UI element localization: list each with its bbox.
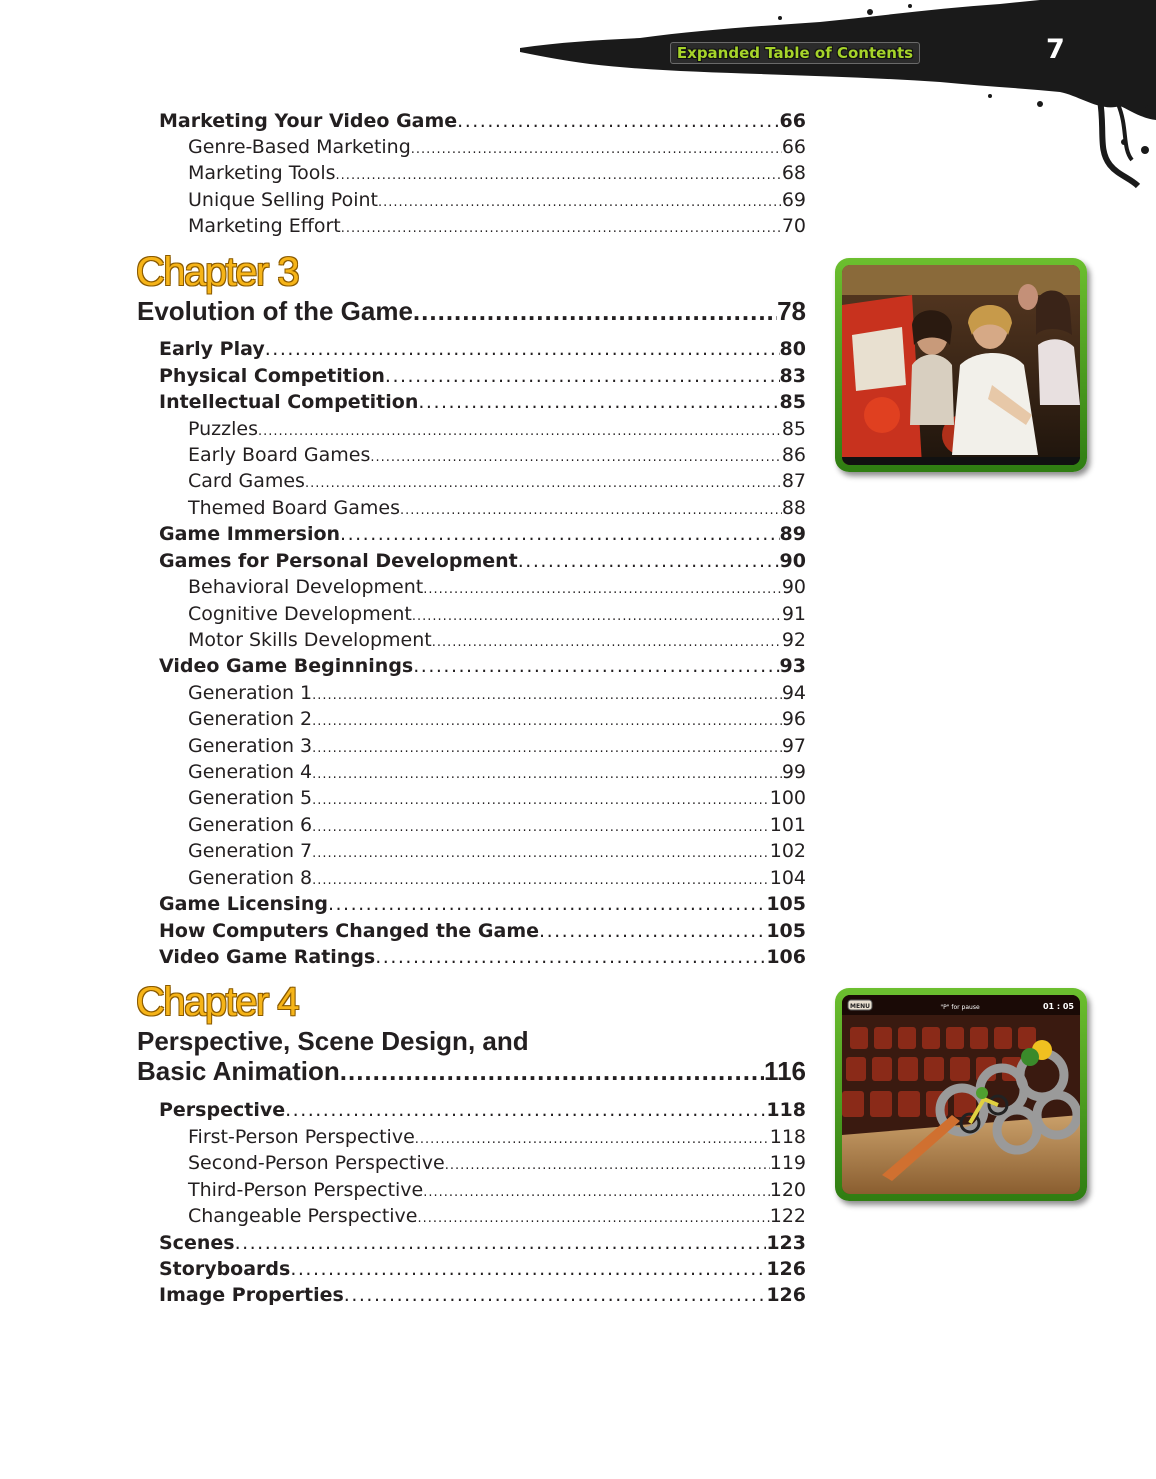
leader-dots <box>445 1158 770 1173</box>
toc-entry-page: 119 <box>769 1152 806 1174</box>
arcade-photo <box>835 258 1087 472</box>
toc-entry-title: Generation 1 <box>188 682 313 704</box>
toc-entry-title: Card Games <box>188 470 305 492</box>
toc-entry-title: Puzzles <box>188 418 258 440</box>
toc-entry-title: Marketing Tools <box>188 162 336 184</box>
chapter-page: 78 <box>777 296 806 326</box>
toc-entry-page: 102 <box>769 840 806 862</box>
bike-game-screenshot <box>842 995 1080 1194</box>
toc-entry-page: 90 <box>781 576 806 598</box>
toc-entry-page: 106 <box>766 946 806 968</box>
toc-entry-title: Intellectual Competition <box>159 391 419 413</box>
toc-entry-title: Games for Personal Development <box>159 550 518 572</box>
toc-entry[interactable] <box>159 1258 806 1280</box>
toc-entry-page: 101 <box>769 814 806 836</box>
toc-entry-title: Changeable Perspective <box>188 1205 418 1227</box>
toc-subentry[interactable] <box>188 1126 806 1148</box>
leader-dots <box>375 946 766 968</box>
toc-entry-page: 118 <box>766 1099 806 1121</box>
toc-entry-page: 100 <box>769 787 806 809</box>
toc-entry-page: 70 <box>781 215 806 237</box>
toc-entry-page: 89 <box>779 523 806 545</box>
toc-entry-title: Cognitive Development <box>188 603 412 625</box>
toc-subentry[interactable] <box>188 840 806 862</box>
toc-entry[interactable] <box>159 946 806 968</box>
leader-dots <box>411 142 782 157</box>
toc-entry-page: 94 <box>781 682 806 704</box>
leader-dots <box>312 820 770 835</box>
leader-dots <box>328 893 766 915</box>
toc-entry-page: 126 <box>766 1284 806 1306</box>
leader-dots <box>539 920 766 942</box>
leader-dots <box>312 767 782 782</box>
leader-dots <box>418 1211 770 1226</box>
leader-dots <box>312 688 782 703</box>
leader-dots <box>312 873 770 888</box>
toc-entry-title: Perspective <box>159 1099 286 1121</box>
leader-dots <box>412 609 782 624</box>
toc-subentry[interactable] <box>188 1152 806 1174</box>
leader-dots <box>265 338 780 360</box>
toc-entry-page: 85 <box>781 418 806 440</box>
leader-dots <box>457 110 779 132</box>
leader-dots <box>385 365 780 387</box>
game-screenshot-photo <box>835 988 1087 1201</box>
toc-entry-page: 80 <box>779 338 806 360</box>
page-number: 7 <box>1046 34 1065 65</box>
section-title-banner <box>658 40 932 66</box>
leader-dots <box>344 1284 767 1306</box>
toc-entry-page: 104 <box>769 867 806 889</box>
leader-dots <box>235 1232 767 1254</box>
leader-dots <box>415 1132 770 1147</box>
toc-subentry[interactable] <box>188 708 806 730</box>
toc-subentry[interactable] <box>188 682 806 704</box>
toc-entry-page: 92 <box>781 629 806 651</box>
toc-subentry[interactable] <box>188 215 806 237</box>
toc-entry-page: 126 <box>766 1258 806 1280</box>
leader-dots <box>305 476 782 491</box>
toc-entry-page: 88 <box>781 497 806 519</box>
toc-entry-title: Game Licensing <box>159 893 328 915</box>
toc-entry-title: Genre-Based Marketing <box>188 136 411 158</box>
game-timer: 01 : 05 <box>1042 1002 1074 1011</box>
chapter-4-label: Chapter 4 <box>136 980 299 1024</box>
leader-dots <box>312 846 770 861</box>
toc-subentry[interactable] <box>188 497 806 519</box>
leader-dots <box>312 714 782 729</box>
toc-entry-title: Generation 3 <box>188 735 313 757</box>
toc-entry-page: 97 <box>781 735 806 757</box>
leader-dots <box>285 1099 766 1121</box>
leader-dots <box>312 793 770 808</box>
toc-subentry[interactable] <box>188 814 806 836</box>
chapter-4-title-line1: Perspective, Scene Design, and <box>137 1026 529 1056</box>
toc-subentry[interactable] <box>188 867 806 889</box>
leader-dots <box>336 168 782 183</box>
toc-entry-title: Video Game Beginnings <box>159 655 414 677</box>
toc-entry-page: 120 <box>769 1179 806 1201</box>
toc-entry-title: Unique Selling Point <box>188 189 378 211</box>
toc-entry-title: Generation 8 <box>188 867 313 889</box>
toc-entry-title: Image Properties <box>159 1284 344 1306</box>
toc-entry-title: Motor Skills Development <box>188 629 432 651</box>
leader-dots <box>400 503 782 518</box>
leader-dots <box>340 523 780 545</box>
toc-entry-title: Generation 4 <box>188 761 313 783</box>
toc-entry-title: Generation 6 <box>188 814 313 836</box>
toc-entry-page: 118 <box>769 1126 806 1148</box>
toc-entry-page: 93 <box>779 655 806 677</box>
toc-subentry[interactable] <box>188 162 806 184</box>
arcade-scene-image <box>842 265 1080 465</box>
toc-entry-page: 99 <box>781 761 806 783</box>
toc-entry-title: Generation 5 <box>188 787 313 809</box>
chapter-3-title[interactable] <box>137 296 806 327</box>
toc-subentry[interactable] <box>188 576 806 598</box>
toc-entry[interactable] <box>159 655 806 677</box>
leader-dots <box>341 221 782 236</box>
leader-dots <box>340 1056 764 1087</box>
toc-entry-page: 105 <box>766 893 806 915</box>
toc-subentry[interactable] <box>188 444 806 466</box>
toc-subentry[interactable] <box>188 470 806 492</box>
toc-entry-title: Behavioral Development <box>188 576 424 598</box>
toc-entry-title: Physical Competition <box>159 365 385 387</box>
toc-entry-page: 66 <box>781 136 806 158</box>
chapter-3-label: Chapter 3 <box>136 250 299 294</box>
chapter-title-text: Evolution of the Game <box>137 296 413 326</box>
toc-subentry[interactable] <box>188 735 806 757</box>
toc-entry[interactable] <box>159 920 806 942</box>
toc-entry[interactable] <box>159 1232 806 1254</box>
leader-dots <box>423 1185 769 1200</box>
toc-entry-title: Storyboards <box>159 1258 291 1280</box>
chapter-page: 116 <box>764 1056 806 1086</box>
toc-entry[interactable] <box>159 391 806 413</box>
leader-dots <box>378 195 782 210</box>
leader-dots <box>258 424 782 439</box>
toc-entry-title: Themed Board Games <box>188 497 400 519</box>
leader-dots <box>413 296 777 327</box>
toc-entry[interactable] <box>159 365 806 387</box>
toc-subentry[interactable] <box>188 787 806 809</box>
toc-entry-title: First-Person Perspective <box>188 1126 415 1148</box>
leader-dots <box>413 655 779 677</box>
toc-subentry[interactable] <box>188 629 806 651</box>
toc-subentry[interactable] <box>188 761 806 783</box>
toc-entry-page: 105 <box>766 920 806 942</box>
leader-dots <box>518 550 780 572</box>
toc-entry-page: 96 <box>781 708 806 730</box>
toc-entry[interactable] <box>159 1099 806 1121</box>
toc-entry[interactable] <box>159 893 806 915</box>
game-menu-label: MENU <box>850 1003 870 1010</box>
chapter-title-text: Basic Animation <box>137 1056 340 1086</box>
toc-entry-title: Second-Person Perspective <box>188 1152 445 1174</box>
leader-dots <box>418 391 779 413</box>
leader-dots <box>312 741 782 756</box>
leader-dots <box>423 582 782 597</box>
toc-subentry[interactable] <box>188 1205 806 1227</box>
toc-heading-marketing[interactable] <box>159 110 806 132</box>
toc-entry-page: 83 <box>779 365 806 387</box>
leader-dots <box>370 450 781 465</box>
toc-entry-title: How Computers Changed the Game <box>159 920 540 942</box>
toc-entry-title: Video Game Ratings <box>159 946 376 968</box>
toc-entry-title: Marketing Your Video Game <box>159 110 458 132</box>
toc-entry-page: 85 <box>779 391 806 413</box>
toc-subentry[interactable] <box>188 603 806 625</box>
toc-subentry[interactable] <box>188 136 806 158</box>
toc-entry[interactable] <box>159 338 806 360</box>
toc-subentry[interactable] <box>188 1179 806 1201</box>
toc-entry-title: Generation 7 <box>188 840 313 862</box>
toc-entry[interactable] <box>159 550 806 572</box>
toc-subentry[interactable] <box>188 418 806 440</box>
game-pause-hint: "P" for pause <box>940 1004 980 1011</box>
toc-entry-page: 87 <box>781 470 806 492</box>
toc-entry-title: Early Play <box>159 338 265 360</box>
leader-dots <box>290 1258 766 1280</box>
toc-entry-page: 69 <box>781 189 806 211</box>
toc-entry[interactable] <box>159 523 806 545</box>
chapter-4-title[interactable] <box>137 1056 806 1087</box>
toc-entry-title: Third-Person Perspective <box>188 1179 424 1201</box>
toc-entry-title: Game Immersion <box>159 523 341 545</box>
toc-subentry[interactable] <box>188 189 806 211</box>
toc-entry[interactable] <box>159 1284 806 1306</box>
toc-entry-page: 66 <box>779 110 806 132</box>
toc-entry-title: Early Board Games <box>188 444 371 466</box>
toc-entry-page: 122 <box>769 1205 806 1227</box>
toc-entry-page: 68 <box>781 162 806 184</box>
toc-entry-page: 90 <box>779 550 806 572</box>
toc-entry-page: 123 <box>766 1232 806 1254</box>
toc-entry-title: Scenes <box>159 1232 235 1254</box>
section-title: Expanded Table of Contents <box>670 42 920 64</box>
toc-entry-title: Generation 2 <box>188 708 313 730</box>
toc-entry-title: Marketing Effort <box>188 215 341 237</box>
toc-entry-page: 91 <box>781 603 806 625</box>
toc-entry-page: 86 <box>781 444 806 466</box>
leader-dots <box>432 635 782 650</box>
